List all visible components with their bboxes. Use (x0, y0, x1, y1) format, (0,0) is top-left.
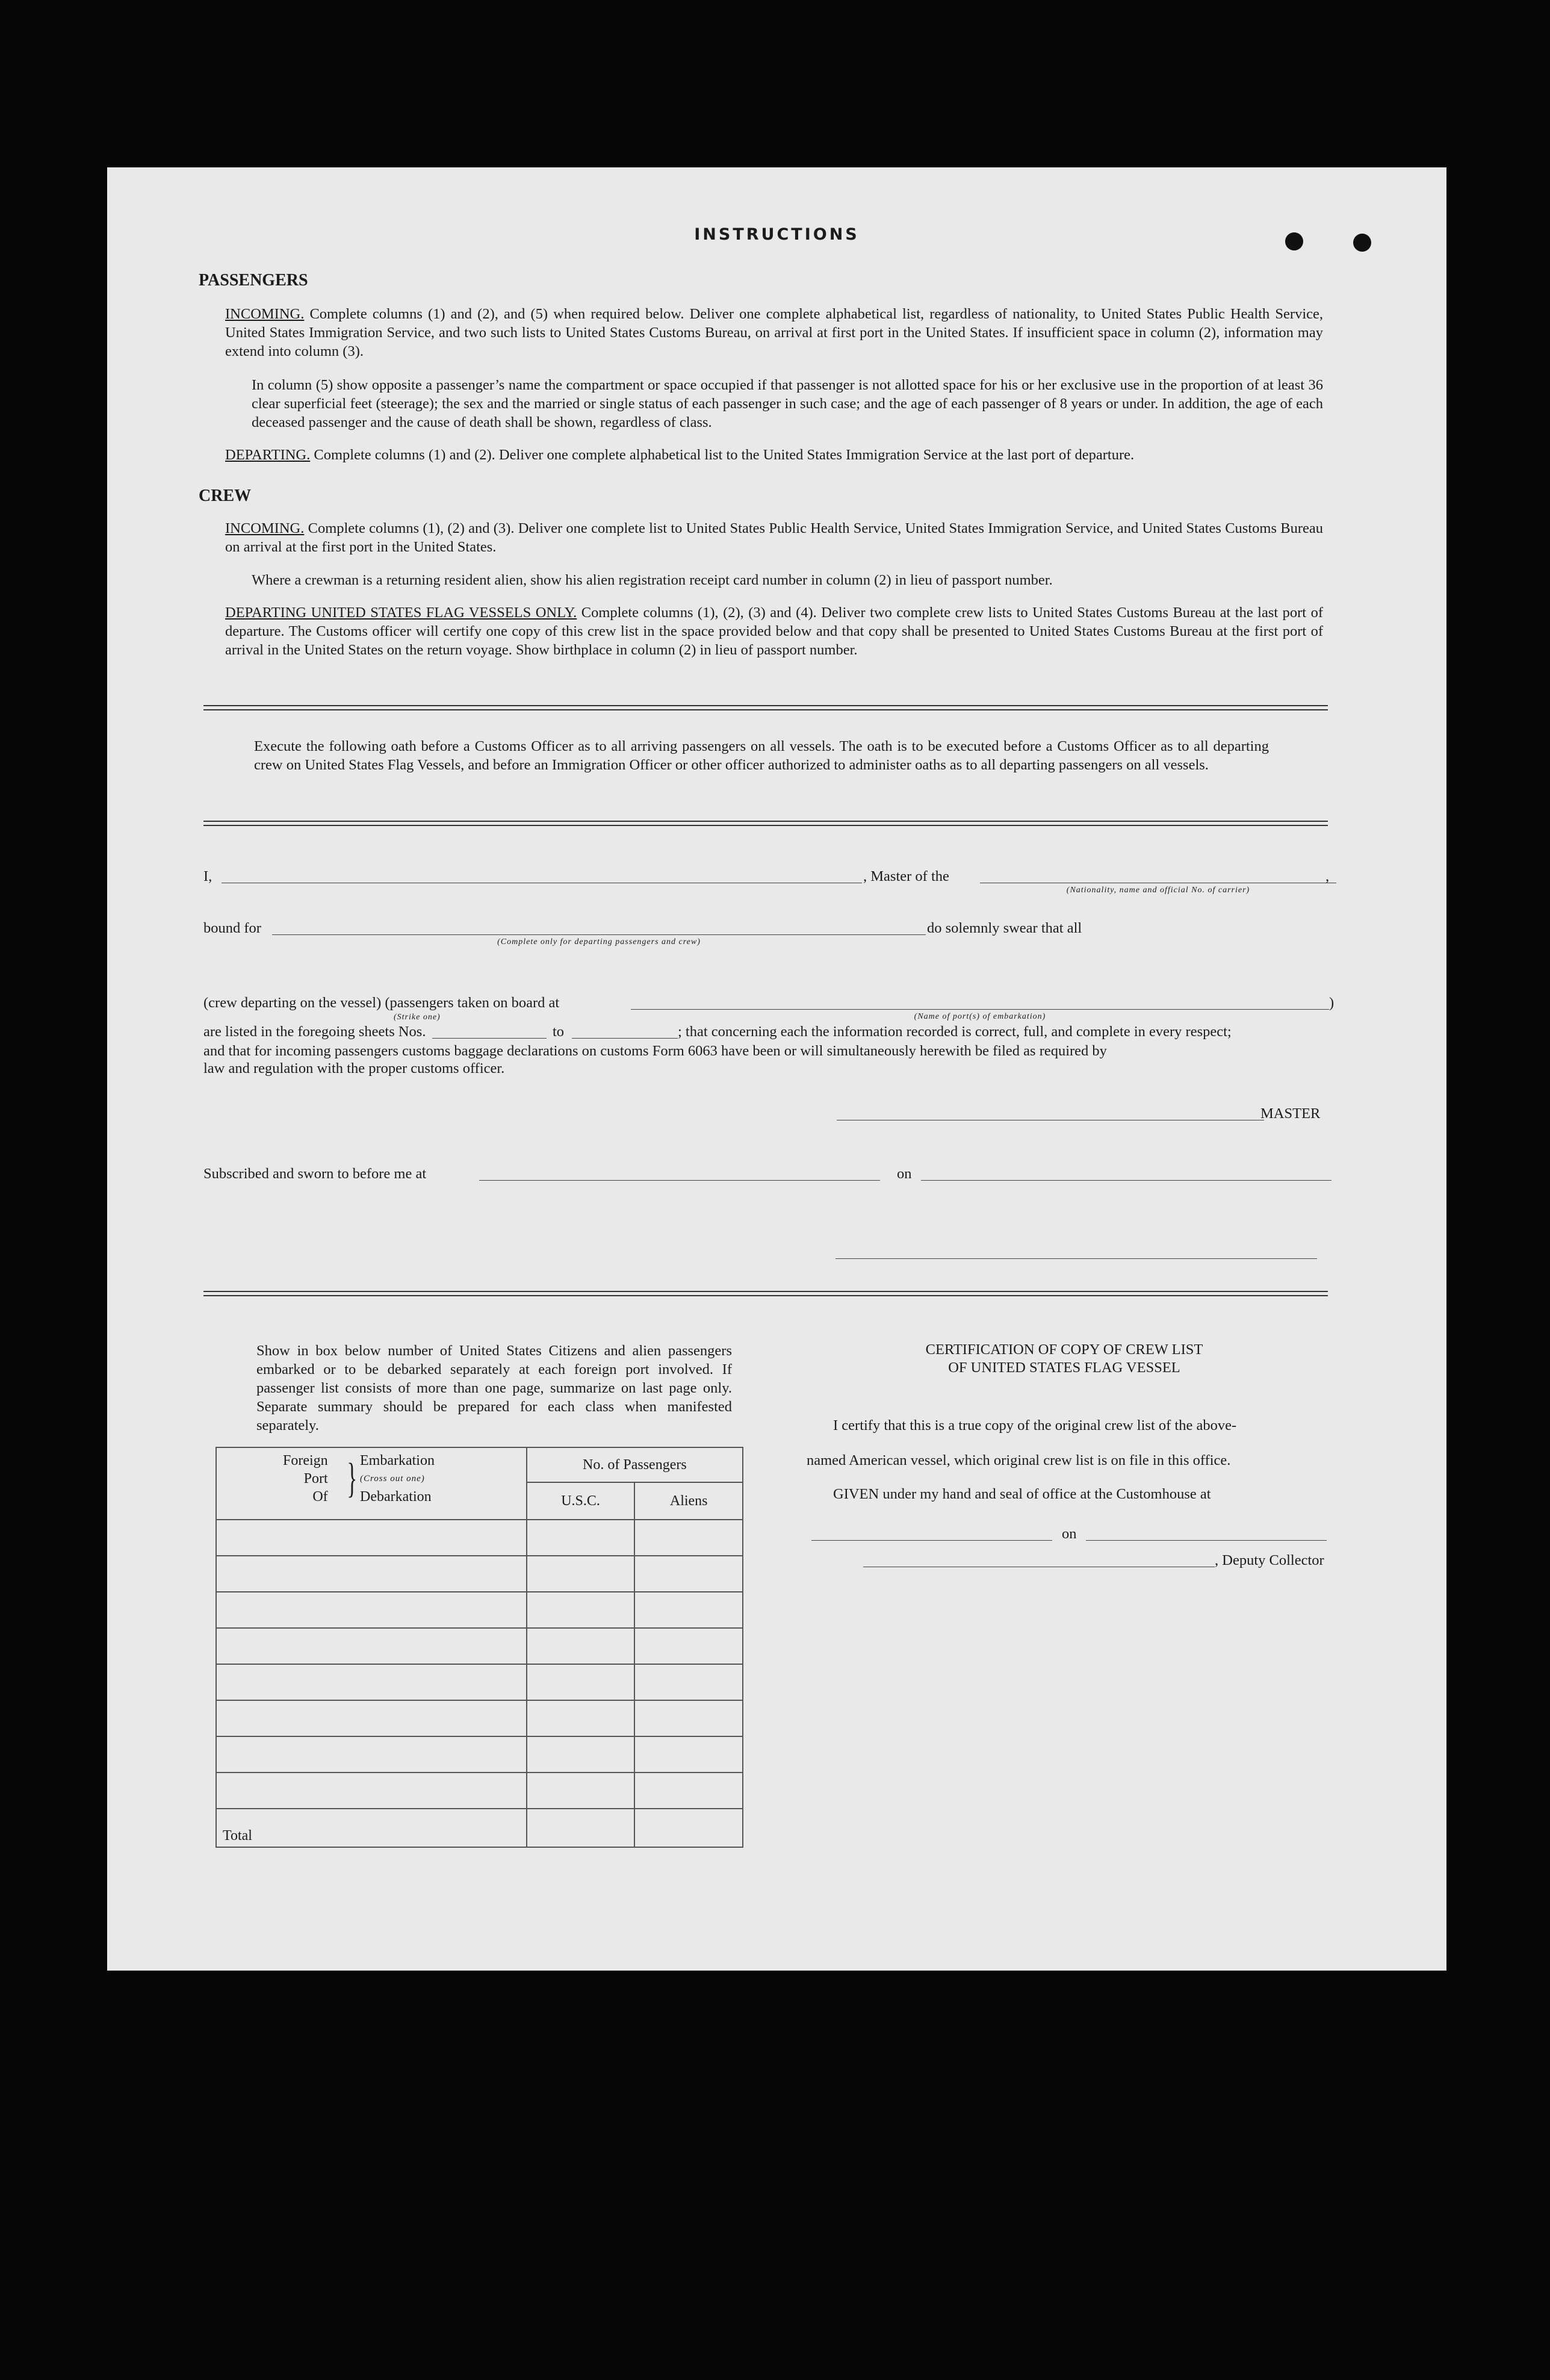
usc-cell[interactable] (527, 1520, 635, 1556)
passengers-column5-text: In column (5) show opposite a passenger’s name the compartment or space occupied if that passenger is not allotted space for his or her exclusive use in the proportion of at least 36 clear superficial feet (steerage); the sex and the married or single status of each passenger in such case; and the age of each passenger of 8 years or under. In addition, the age of each deceased passenger and the cause of death shall be shown, regardless of class. (252, 377, 1323, 430)
oath-instruction (254, 737, 1269, 774)
passengers-departing-text: Complete columns (1) and (2). Deliver one complete alphabetical list to the United States Immigration Service at the last port of departure. (310, 447, 1135, 463)
box-instruction-text: Show in box below number of United States Citizens and alien passengers embarked or to be debarked separately at each foreign port involved. If passenger list consists of more than one page, summarize on last page only. Separate summary should be prepared for each class when manifested separately. (256, 1343, 732, 1434)
aliens-cell[interactable] (634, 1628, 743, 1664)
crew-resident (252, 571, 1323, 589)
debarkation-label: Debarkation (360, 1489, 432, 1505)
box-instruction (256, 1341, 732, 1435)
passengers-incoming-text: Complete columns (1) and (2), and (5) when required below. Deliver one complete alphabetical list, regardless of nationality, to United States Public Health Service, United States Immigration Service, and two such lists to United States Customs Bureau, on arrival at first port in the United States. If insufficient space in column (2), information may extend into column (3). (225, 306, 1323, 359)
certification-date-field[interactable] (1086, 1540, 1327, 1541)
divider (203, 705, 1328, 710)
embarkation-label: Embarkation (360, 1453, 435, 1468)
port-of-embarkation-field[interactable] (631, 1009, 1329, 1010)
crew-heading: CREW (199, 486, 252, 505)
oath-bound-for: bound for (203, 920, 261, 936)
crew-departing-label: DEPARTING UNITED STATES FLAG VESSELS ONLY. (225, 604, 577, 621)
passenger-summary-table (215, 1447, 743, 1848)
table-row (216, 1664, 743, 1700)
table-row (216, 1736, 743, 1773)
oath-i-label: I, (203, 868, 212, 884)
passengers-departing (225, 446, 1323, 464)
of-label: Of (312, 1489, 328, 1505)
passengers-departing-label: DEPARTING. (225, 447, 311, 463)
complete-only-caption: (Complete only for departing passengers and crew) (497, 937, 701, 946)
aliens-cell[interactable] (634, 1520, 743, 1556)
port-cell[interactable] (216, 1700, 527, 1736)
divider (203, 821, 1328, 826)
sheet-to-field[interactable] (572, 1038, 678, 1039)
usc-cell[interactable] (527, 1773, 635, 1809)
oath-instruction-text: Execute the following oath before a Customs Officer as to all arriving passengers on all vessels. The oath is to be executed before a Customs Officer as to all departing crew on United States Flag Vessels, and before an Immigration Officer or other officer authorized to administer oaths as to all departing passengers on all vessels. (254, 738, 1269, 773)
certification-line-2: named American vessel, which original crew list is on file in this office. (807, 1452, 1231, 1468)
certification-line-3: GIVEN under my hand and seal of office at the Customhouse at (833, 1486, 1211, 1502)
cross-out-caption: (Cross out one) (360, 1474, 425, 1484)
crew-incoming (225, 519, 1323, 556)
customhouse-field[interactable] (811, 1540, 1052, 1541)
usc-cell[interactable] (527, 1700, 635, 1736)
aliens-cell[interactable] (634, 1592, 743, 1628)
oath-crew-departing: (crew departing on the vessel) (passengers taken on board at (203, 995, 560, 1011)
nationality-caption: (Nationality, name and official No. of carrier) (1066, 886, 1250, 895)
comma: , (1325, 868, 1330, 884)
port-cell[interactable] (216, 1664, 527, 1700)
foreign-label: Foreign (283, 1453, 328, 1468)
total-label: Total (216, 1809, 527, 1847)
sheet-from-field[interactable] (432, 1038, 547, 1039)
officer-signature-field[interactable] (835, 1258, 1317, 1259)
aliens-header: Aliens (634, 1482, 743, 1520)
usc-cell[interactable] (527, 1628, 635, 1664)
oath-solemnly-swear: do solemnly swear that all (927, 920, 1082, 936)
port-cell[interactable] (216, 1773, 527, 1809)
table-row (216, 1592, 743, 1628)
table-row-total (216, 1809, 743, 1847)
crew-resident-text: Where a crewman is a returning resident alien, show his alien registration receipt card number in column (2) in lieu of passport number. (252, 572, 1053, 588)
aliens-cell[interactable] (634, 1736, 743, 1773)
form-sheet (107, 167, 1446, 1971)
port-cell[interactable] (216, 1520, 527, 1556)
table-row (216, 1628, 743, 1664)
bound-for-field[interactable] (272, 934, 926, 935)
usc-cell[interactable] (527, 1556, 635, 1592)
table-row (216, 1556, 743, 1592)
oath-master-of-the: , Master of the (863, 868, 949, 884)
crew-departing (225, 603, 1323, 659)
oath-rest-3: law and regulation with the proper customs officer. (203, 1060, 505, 1077)
passengers-heading: PASSENGERS (199, 271, 308, 290)
port-cell[interactable] (216, 1556, 527, 1592)
instructions-title: INSTRUCTIONS (694, 225, 860, 244)
certification-on: on (1062, 1526, 1077, 1542)
aliens-cell[interactable] (634, 1700, 743, 1736)
usc-cell[interactable] (527, 1664, 635, 1700)
port-caption: (Name of port(s) of embarkation) (914, 1012, 1046, 1021)
sworn-on-field[interactable] (921, 1180, 1331, 1181)
port-cell[interactable] (216, 1592, 527, 1628)
aliens-cell[interactable] (634, 1556, 743, 1592)
close-paren: ) (1329, 995, 1335, 1011)
oath-rest-2 (203, 1042, 1330, 1060)
strike-one-caption: (Strike one) (394, 1013, 441, 1022)
crew-incoming-label: INCOMING. (225, 520, 305, 536)
table-row (216, 1700, 743, 1736)
passengers-incoming (225, 305, 1323, 361)
certification-title-1: CERTIFICATION OF COPY OF CREW LIST (925, 1341, 1203, 1358)
table-row (216, 1773, 743, 1809)
aliens-total-cell[interactable] (634, 1809, 743, 1847)
oath-on: on (897, 1166, 912, 1182)
certification-line-1: I certify that this is a true copy of the original crew list of the above- (833, 1417, 1237, 1434)
aliens-cell[interactable] (634, 1773, 743, 1809)
oath-subscribed: Subscribed and sworn to before me at (203, 1166, 427, 1182)
table-header-row (216, 1447, 743, 1482)
usc-total-cell[interactable] (527, 1809, 635, 1847)
sworn-at-field[interactable] (479, 1180, 880, 1181)
passengers-column5 (252, 376, 1323, 432)
table-row (216, 1520, 743, 1556)
usc-header: U.S.C. (527, 1482, 635, 1520)
usc-cell[interactable] (527, 1592, 635, 1628)
no-of-passengers-header: No. of Passengers (527, 1447, 743, 1482)
usc-cell[interactable] (527, 1736, 635, 1773)
brace: } (347, 1455, 358, 1502)
certification-title-2: OF UNITED STATES FLAG VESSEL (948, 1359, 1180, 1376)
port-cell[interactable] (216, 1736, 527, 1773)
master-label: MASTER (1260, 1105, 1321, 1122)
crew-incoming-text: Complete columns (1), (2) and (3). Deliver one complete list to United States Public Health Service, United States Immigration Service, and United States Customs Bureau on arrival at the first port in the United States. (225, 520, 1323, 555)
oath-rest-2-text: and that for incoming passengers customs baggage declarations on customs Form 6063 have been or will simultaneously herewith be filed as required by (203, 1043, 1107, 1059)
passengers-incoming-label: INCOMING. (225, 306, 305, 322)
port-header-cell (216, 1447, 527, 1520)
aliens-cell[interactable] (634, 1664, 743, 1700)
oath-rest-1: ; that concerning each the information recorded is correct, full, and complete in every respect; (678, 1024, 1232, 1040)
oath-to: to (553, 1024, 565, 1040)
divider (203, 1291, 1328, 1296)
port-label: Port (303, 1471, 328, 1487)
certification-deputy: , Deputy Collector (1215, 1552, 1324, 1568)
crew-departing-text: Complete columns (1), (2), (3) and (4). Deliver two complete crew lists to United States Customs Bureau at the last port of departure. The Customs officer will certify one copy of this crew list in the space provided below and that copy shall be presented to United States Customs Bureau at the first port of arrival in the United States on the return voyage. Show birthplace in column (2) in lieu of passport number. (225, 604, 1323, 658)
port-cell[interactable] (216, 1628, 527, 1664)
oath-listed-in: are listed in the foregoing sheets Nos. (203, 1024, 426, 1040)
